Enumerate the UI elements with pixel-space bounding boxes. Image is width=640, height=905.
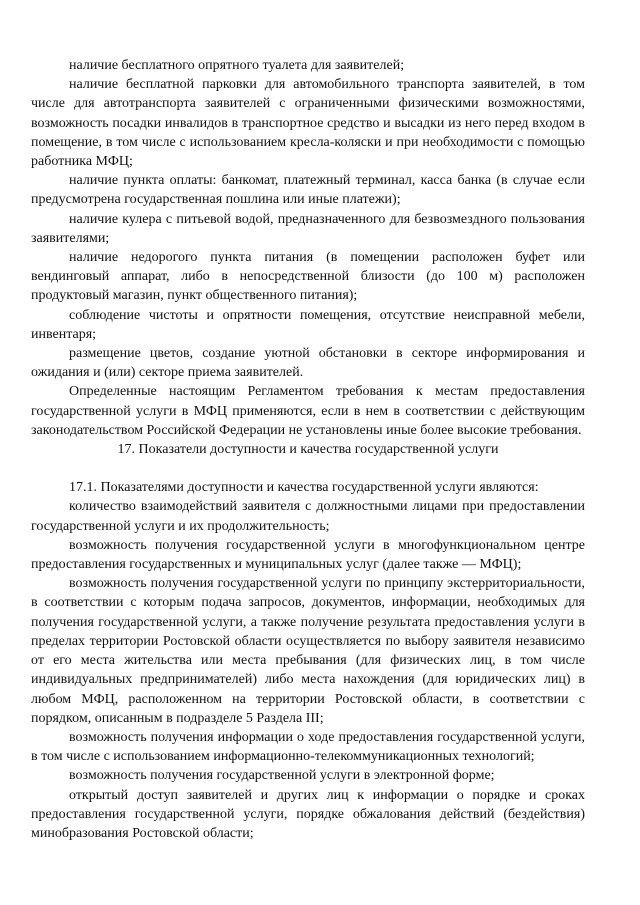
paragraph-electronic-form: возможность получения государственной услуги в электронной форме;: [69, 768, 495, 784]
paragraph-water-cooler: наличие кулера с питьевой водой, предназначенного для безвозмездного пользования заявителями;: [31, 211, 585, 246]
paragraph-parking: наличие бесплатной парковки для автомобильного транспорта заявителей, в том числе для автотранспорта заявителей с ограниченными физическими возможностями, возможность посадки инвалидов в транспортное средство и высадки из него перед входом в помещение, в том числе с использованием кресла-коляски и при необходимости с помощью работника МФЦ;: [31, 77, 585, 170]
paragraph-toilet: наличие бесплатного опрятного туалета для заявителей;: [69, 58, 405, 73]
paragraph-open-access: открытый доступ заявителей и других лиц к информации о порядке и сроках предоставления государственной услуги, порядке обжалования действий (бездействия) минобразования Ростовской области;: [31, 787, 585, 841]
section-heading: 17. Показатели доступности и качества государственной услуги: [117, 442, 499, 458]
paragraph-extraterritoriality: возможность получения государственной услуги по принципу экстерриториальности, в соответствии с которым подача запросов, документов, информации, необходимых для получения государственной услуги, а также получение результата предоставления услуги в пределах территории Ростовской области осуществляется по выбору заявителя независимо от его места жительства или места пребывания (для физических лиц, в том числе индивидуальных предпринимателей) либо места нахождения (для юридических лиц) в любом МФЦ, расположенном на территории Ростовской области, в соответствии с порядком, описанным в подразделе 5 Раздела III;: [31, 576, 585, 726]
paragraph-food-point: наличие недорогого пункта питания (в помещении расположен буфет или вендинговый аппарат, либо в непосредственной близости (до 100 м) расположен продуктовый магазин, пункт общественного питания);: [31, 250, 585, 304]
paragraph-requirements: Определенные настоящим Регламентом требования к местам предоставления государственной услуги в МФЦ применяются, если в нем в соответствии с действующим законодательством Российской Федерации не установлены иные более высокие требования.: [31, 384, 585, 438]
paragraph-mfc-availability: возможность получения государственной услуги в многофункциональном центре предоставления государственных и муниципальных услуг (далее также — МФЦ);: [31, 537, 585, 573]
paragraph-interactions-count: количество взаимодействий заявителя с должностными лицами при предоставлении государственной услуги и их продолжительность;: [31, 499, 585, 534]
paragraph-payment-point: наличие пункта оплаты: банкомат, платежный терминал, касса банка (в случае если предусмотрена государственная пошлина или иные платежи);: [31, 173, 585, 208]
paragraph-progress-info: возможность получения информации о ходе предоставления государственной услуги, в том числе с использованием информационно-телекоммуникационных технологий;: [31, 729, 585, 765]
paragraph-flowers: размещение цветов, создание уютной обстановки в секторе информирования и ожидания и (или) секторе приема заявителей.: [31, 346, 585, 381]
paragraph-indicators-intro: 17.1. Показателями доступности и качества государственной услуги являются:: [69, 480, 539, 496]
paragraph-cleanliness: соблюдение чистоты и опрятности помещения, отсутствие неисправной мебели, инвентаря;: [31, 307, 585, 342]
